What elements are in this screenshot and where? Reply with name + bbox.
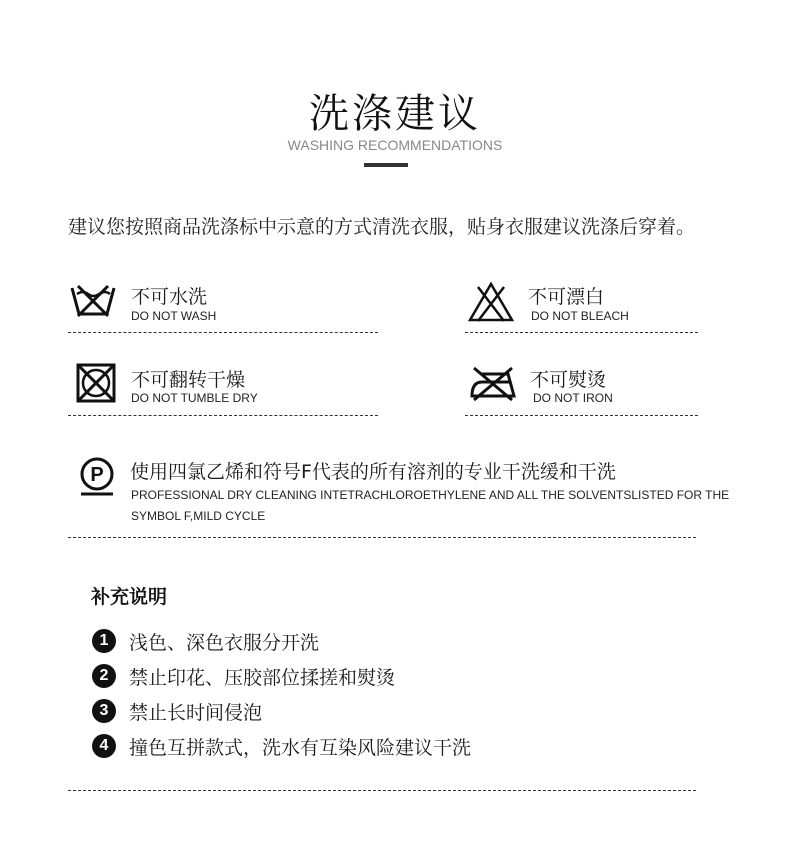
supplement-title: 补充说明 <box>91 586 168 608</box>
no-tumble-dry-label-en: DO NOT TUMBLE DRY <box>131 391 258 405</box>
no-bleach-label-cn: 不可漂白 <box>528 286 605 308</box>
no-bleach-label-en: DO NOT BLEACH <box>531 309 629 323</box>
no-wash-icon <box>68 280 118 322</box>
divider <box>68 332 378 333</box>
list-item: 禁止印花、压胶部位揉搓和熨烫 <box>129 667 396 689</box>
no-iron-label-cn: 不可熨烫 <box>530 369 607 391</box>
no-tumble-dry-label-cn: 不可翻转干燥 <box>131 369 246 391</box>
list-item: 禁止长时间侵泡 <box>129 702 263 724</box>
list-item: 浅色、深色衣服分开洗 <box>129 632 320 654</box>
dry-clean-label-en-line1: PROFESSIONAL DRY CLEANING INTETRACHLOROETHYLENE AND ALL THE SOLVENTSLISTED FOR THE <box>131 488 730 502</box>
divider <box>465 415 698 416</box>
divider <box>465 332 698 333</box>
item-number-badge: 3 <box>92 699 116 723</box>
page-title: 洗涤建议 <box>309 91 481 137</box>
item-number-badge: 1 <box>92 629 116 653</box>
dry-clean-label-en-line2: SYMBOL F,MILD CYCLE <box>131 509 266 523</box>
dry-clean-label-en <box>131 485 730 527</box>
divider <box>68 537 696 538</box>
no-bleach-icon <box>466 281 516 323</box>
item-number-badge: 4 <box>92 734 116 758</box>
divider <box>68 790 696 791</box>
page-subtitle: WASHING RECOMMENDATIONS <box>287 137 503 153</box>
svg-text:P: P <box>90 464 104 486</box>
list-item: 撞色互拼款式，洗水有互染风险建议干洗 <box>129 737 472 759</box>
no-iron-label-en: DO NOT IRON <box>533 391 613 405</box>
no-tumble-dry-icon <box>71 362 121 404</box>
professional-dry-clean-icon <box>76 455 118 497</box>
item-number-badge: 2 <box>92 664 116 688</box>
no-wash-label-cn: 不可水洗 <box>131 286 208 308</box>
no-wash-label-en: DO NOT WASH <box>131 309 217 323</box>
title-underline <box>364 163 408 167</box>
dry-clean-label-cn: 使用四氯乙烯和符号F代表的所有溶剂的专业干洗缓和干洗 <box>130 461 616 483</box>
no-iron-icon <box>468 362 518 404</box>
intro-text: 建议您按照商品洗涤标中示意的方式清洗衣服，贴身衣服建议洗涤后穿着。 <box>68 216 696 238</box>
divider <box>68 415 378 416</box>
